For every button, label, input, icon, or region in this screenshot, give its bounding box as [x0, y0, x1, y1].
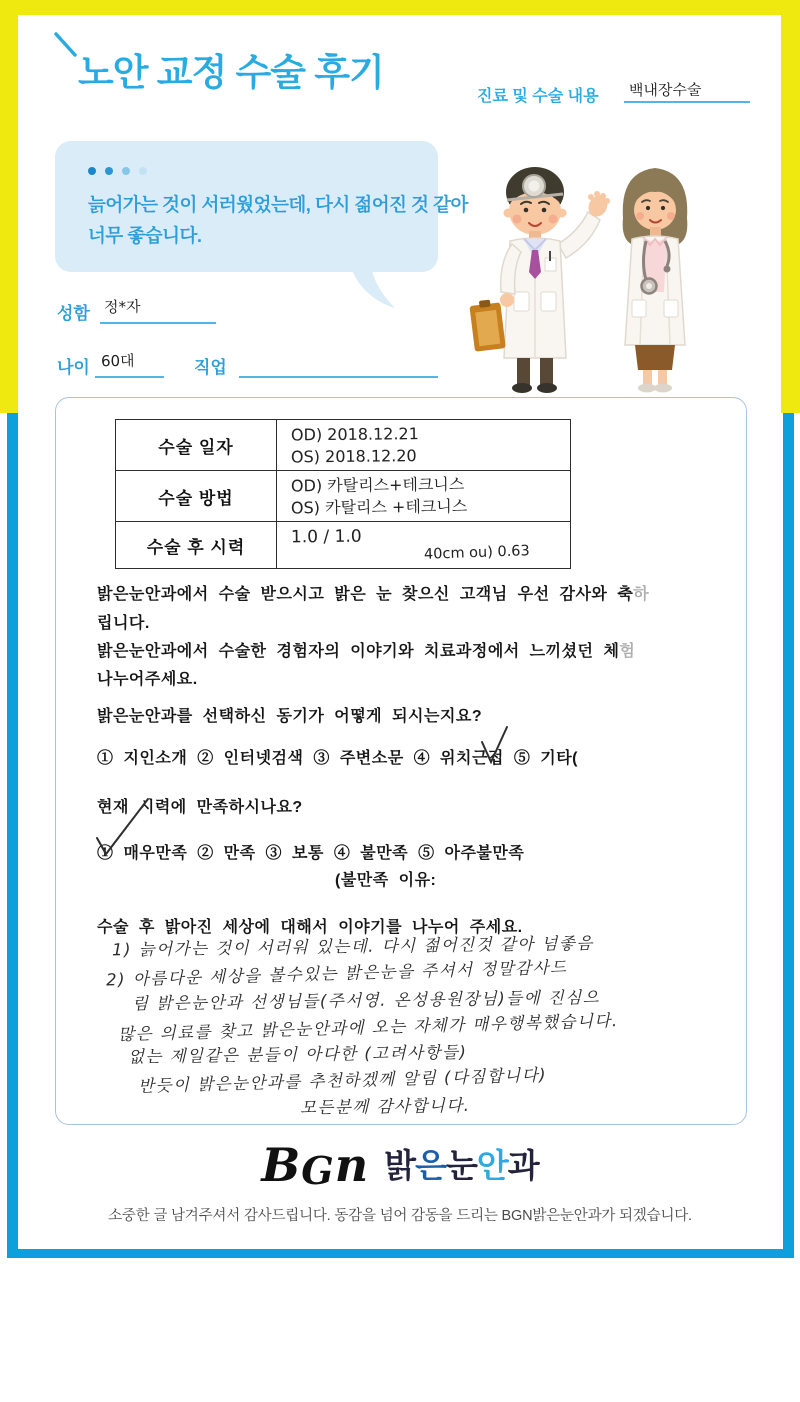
job-label: 직업: [194, 358, 227, 377]
frame-yellow-right: [781, 0, 800, 413]
question-1: 밝은눈안과를 선택하신 동기가 어떻게 되시는지요?: [97, 708, 483, 725]
handwritten-line: 없는 제일같은 분들이 아다한 (고려사항들): [127, 1042, 468, 1067]
quote-text: 늙어가는 것이 서러웠었는데, 다시 젊어진 것 같아 너무 좋습니다.: [88, 194, 468, 246]
row-value: OD) 2018.12.21 OS) 2018.12.20: [277, 420, 571, 471]
handwritten-line: 반듯이 밝은눈안과를 추천하겠께 알림 (다짐합니다): [137, 1065, 548, 1096]
table-row: [116, 420, 571, 471]
question-2-options: ① 매우만족 ② 만족 ③ 보통 ④ 불만족 ⑤ 아주불만족: [97, 845, 525, 862]
treatment-underline: [624, 101, 750, 103]
question-1-options: ① 지인소개 ② 인터넷검색 ③ 주변소문 ④ 위치근접 ⑤ 기타(: [97, 750, 579, 767]
name-value-handwritten: 정*자: [103, 297, 141, 317]
table-row: [116, 471, 571, 522]
handwritten-line: 모든분께 감사합니다.: [299, 1095, 471, 1118]
footer-tagline: 소중한 글 남겨주셔서 감사드립니다. 동감을 넘어 감동을 드리는 BGN밝은눈안과가 되겠습니다.: [108, 1208, 692, 1224]
frame-yellow-top: [0, 0, 800, 15]
handwritten-line: 1) 늙어가는 것이 서러워 있는데. 다시 젊어진것 같아 넘좋음: [111, 933, 594, 960]
treatment-value-handwritten: 백내장수술: [628, 80, 702, 100]
frame-blue-left: [7, 413, 18, 1250]
row-value: OD) 카탈리스+테크니스 OS) 카탈리스 +테크니스: [277, 471, 571, 522]
job-underline: [239, 376, 438, 378]
checkmark-q2-icon: [92, 796, 152, 858]
treatment-label: 진료 및 수술 내용: [477, 88, 599, 105]
frame-blue-bottom: [7, 1249, 794, 1258]
table-row: [116, 522, 571, 569]
checkmark-q1-icon: [478, 724, 510, 764]
age-value-handwritten: 60대: [100, 351, 135, 371]
quote-bubble: [55, 141, 468, 272]
intro-line-1: 밝은눈안과에서 수술 받으시고 밝은 눈 찾으신 고객님 우선 감사와 축하: [97, 586, 650, 603]
male-doctor-icon: [469, 167, 611, 393]
intro-line-4: 나누어주세요.: [97, 671, 198, 688]
intro-line-3: 밝은눈안과에서 수술한 경험자의 이야기와 치료과정에서 느끼셨던 체험: [97, 643, 636, 660]
name-underline: [100, 322, 216, 324]
question-3: 수술 후 밝아진 세상에 대해서 이야기를 나누어 주세요.: [97, 919, 523, 936]
surgery-table: [115, 419, 571, 569]
row-value: 1.0 / 1.0 40cm ou) 0.63: [277, 522, 571, 569]
question-2-sub: (불만족 이유:: [335, 872, 437, 889]
title-slash-icon: [53, 31, 79, 59]
frame-blue-right: [783, 413, 794, 1250]
intro-line-2: 립니다.: [97, 615, 150, 632]
row-label: 수술 후 시력: [116, 522, 277, 569]
clinic-name: 밝은눈안과: [384, 1147, 539, 1184]
page-title: 노안 교정 수술 후기: [78, 52, 384, 93]
name-label: 성함: [57, 304, 90, 323]
question-2: 현재 시력에 만족하시나요?: [97, 799, 303, 816]
bubble-tail: [348, 270, 398, 312]
row-label: 수술 방법: [116, 471, 277, 522]
bubble-dots-icon: [88, 167, 147, 175]
handwritten-line: 2) 아름다운 세상을 볼수있는 밝은눈을 주셔서 정말감사드: [105, 957, 568, 990]
age-label: 나이: [57, 358, 90, 377]
bgn-logo-icon: B G n: [261, 1138, 369, 1193]
frame-yellow-left: [0, 0, 18, 413]
doctors-illustration-icon: [460, 140, 710, 398]
handwritten-line: 림 밝은눈안과 선생님들(주서영. 온성용원장님)들에 진심으: [131, 987, 601, 1014]
row-label: 수술 일자: [116, 420, 277, 471]
age-underline: [95, 376, 164, 378]
handwritten-line: 많은 의료를 찾고 밝은눈안과에 오는 자체가 매우행복했습니다.: [117, 1011, 619, 1044]
clinic-logo: [0, 1138, 800, 1193]
female-doctor-icon: [623, 168, 688, 393]
